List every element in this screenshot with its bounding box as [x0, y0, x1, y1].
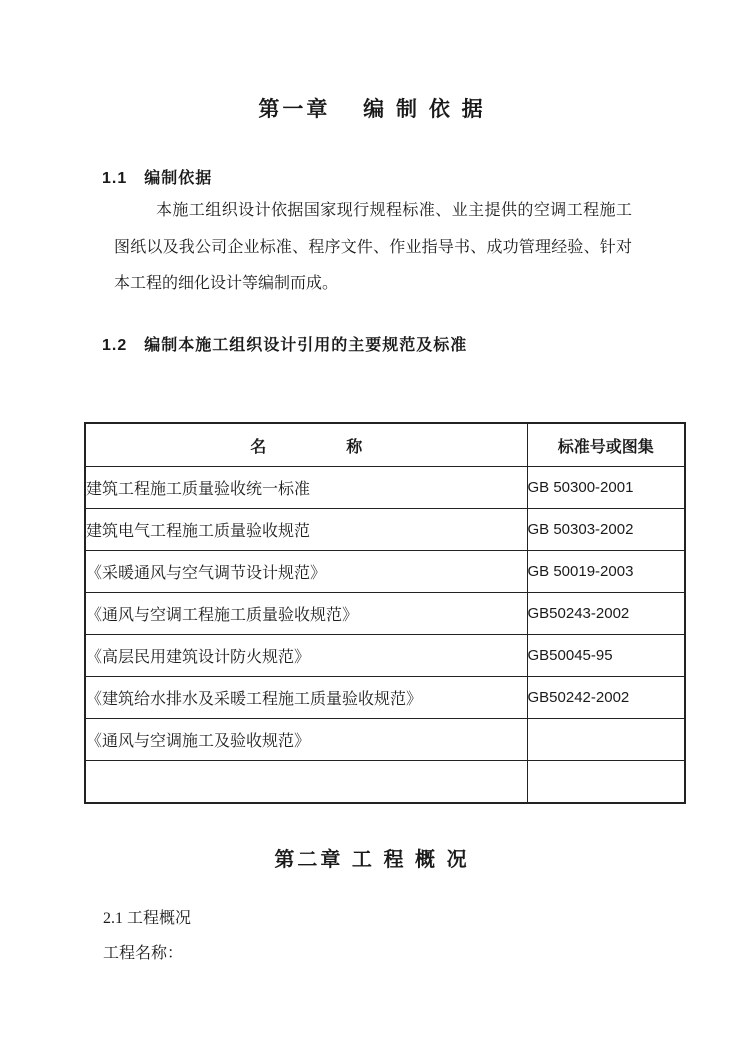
standard-code-cell: GB50045-95	[527, 635, 685, 677]
standard-name-cell	[85, 761, 527, 804]
standard-code-cell	[527, 719, 685, 761]
table-row	[85, 635, 685, 677]
standard-name-cell: 《高层民用建筑设计防火规范》	[85, 635, 527, 677]
standard-code-cell: GB50243-2002	[527, 593, 685, 635]
table-row	[85, 593, 685, 635]
section-2-1-heading: 2.1 工程概况	[103, 910, 192, 927]
table-header-row	[85, 423, 685, 467]
standard-code-cell	[527, 761, 685, 804]
standard-name-cell: 建筑电气工程施工质量验收规范	[85, 509, 527, 551]
standard-name-cell: 《通风与空调施工及验收规范》	[85, 719, 527, 761]
section-1-1-paragraph: 本施工组织设计依据国家现行规程标准、业主提供的空调工程施工图纸以及我公司企业标准、程序文件、作业指导书、成功管理经验、针对本工程的细化设计等编制而成。	[114, 202, 632, 292]
standard-name-cell: 建筑工程施工质量验收统一标准	[85, 467, 527, 509]
table-row	[85, 551, 685, 593]
table-row	[85, 719, 685, 761]
project-name-label: 工程名称：	[103, 945, 184, 962]
table-row	[85, 509, 685, 551]
section-1-1-heading: 1.1 编制依据	[102, 170, 213, 187]
section-1-2-heading: 1.2 编制本施工组织设计引用的主要规范及标准	[102, 337, 468, 354]
standard-name-cell: 《通风与空调工程施工质量验收规范》	[85, 593, 527, 635]
standard-code-cell: GB 50300-2001	[527, 467, 685, 509]
table-row	[85, 467, 685, 509]
standard-code-cell: GB 50019-2003	[527, 551, 685, 593]
code-column-header: 标准号或图集	[527, 423, 685, 467]
name-column-header: 名 称	[85, 423, 527, 467]
table-row	[85, 761, 685, 804]
chapter-2-title: 第二章 工 程 概 况	[274, 849, 470, 871]
standard-code-cell: GB 50303-2002	[527, 509, 685, 551]
table-row	[85, 677, 685, 719]
standards-table	[84, 422, 686, 804]
chapter-1-title: 第一章 编 制 依 据	[258, 98, 486, 121]
standard-name-cell: 《采暖通风与空气调节设计规范》	[85, 551, 527, 593]
standard-name-cell: 《建筑给水排水及采暖工程施工质量验收规范》	[85, 677, 527, 719]
standard-code-cell: GB50242-2002	[527, 677, 685, 719]
